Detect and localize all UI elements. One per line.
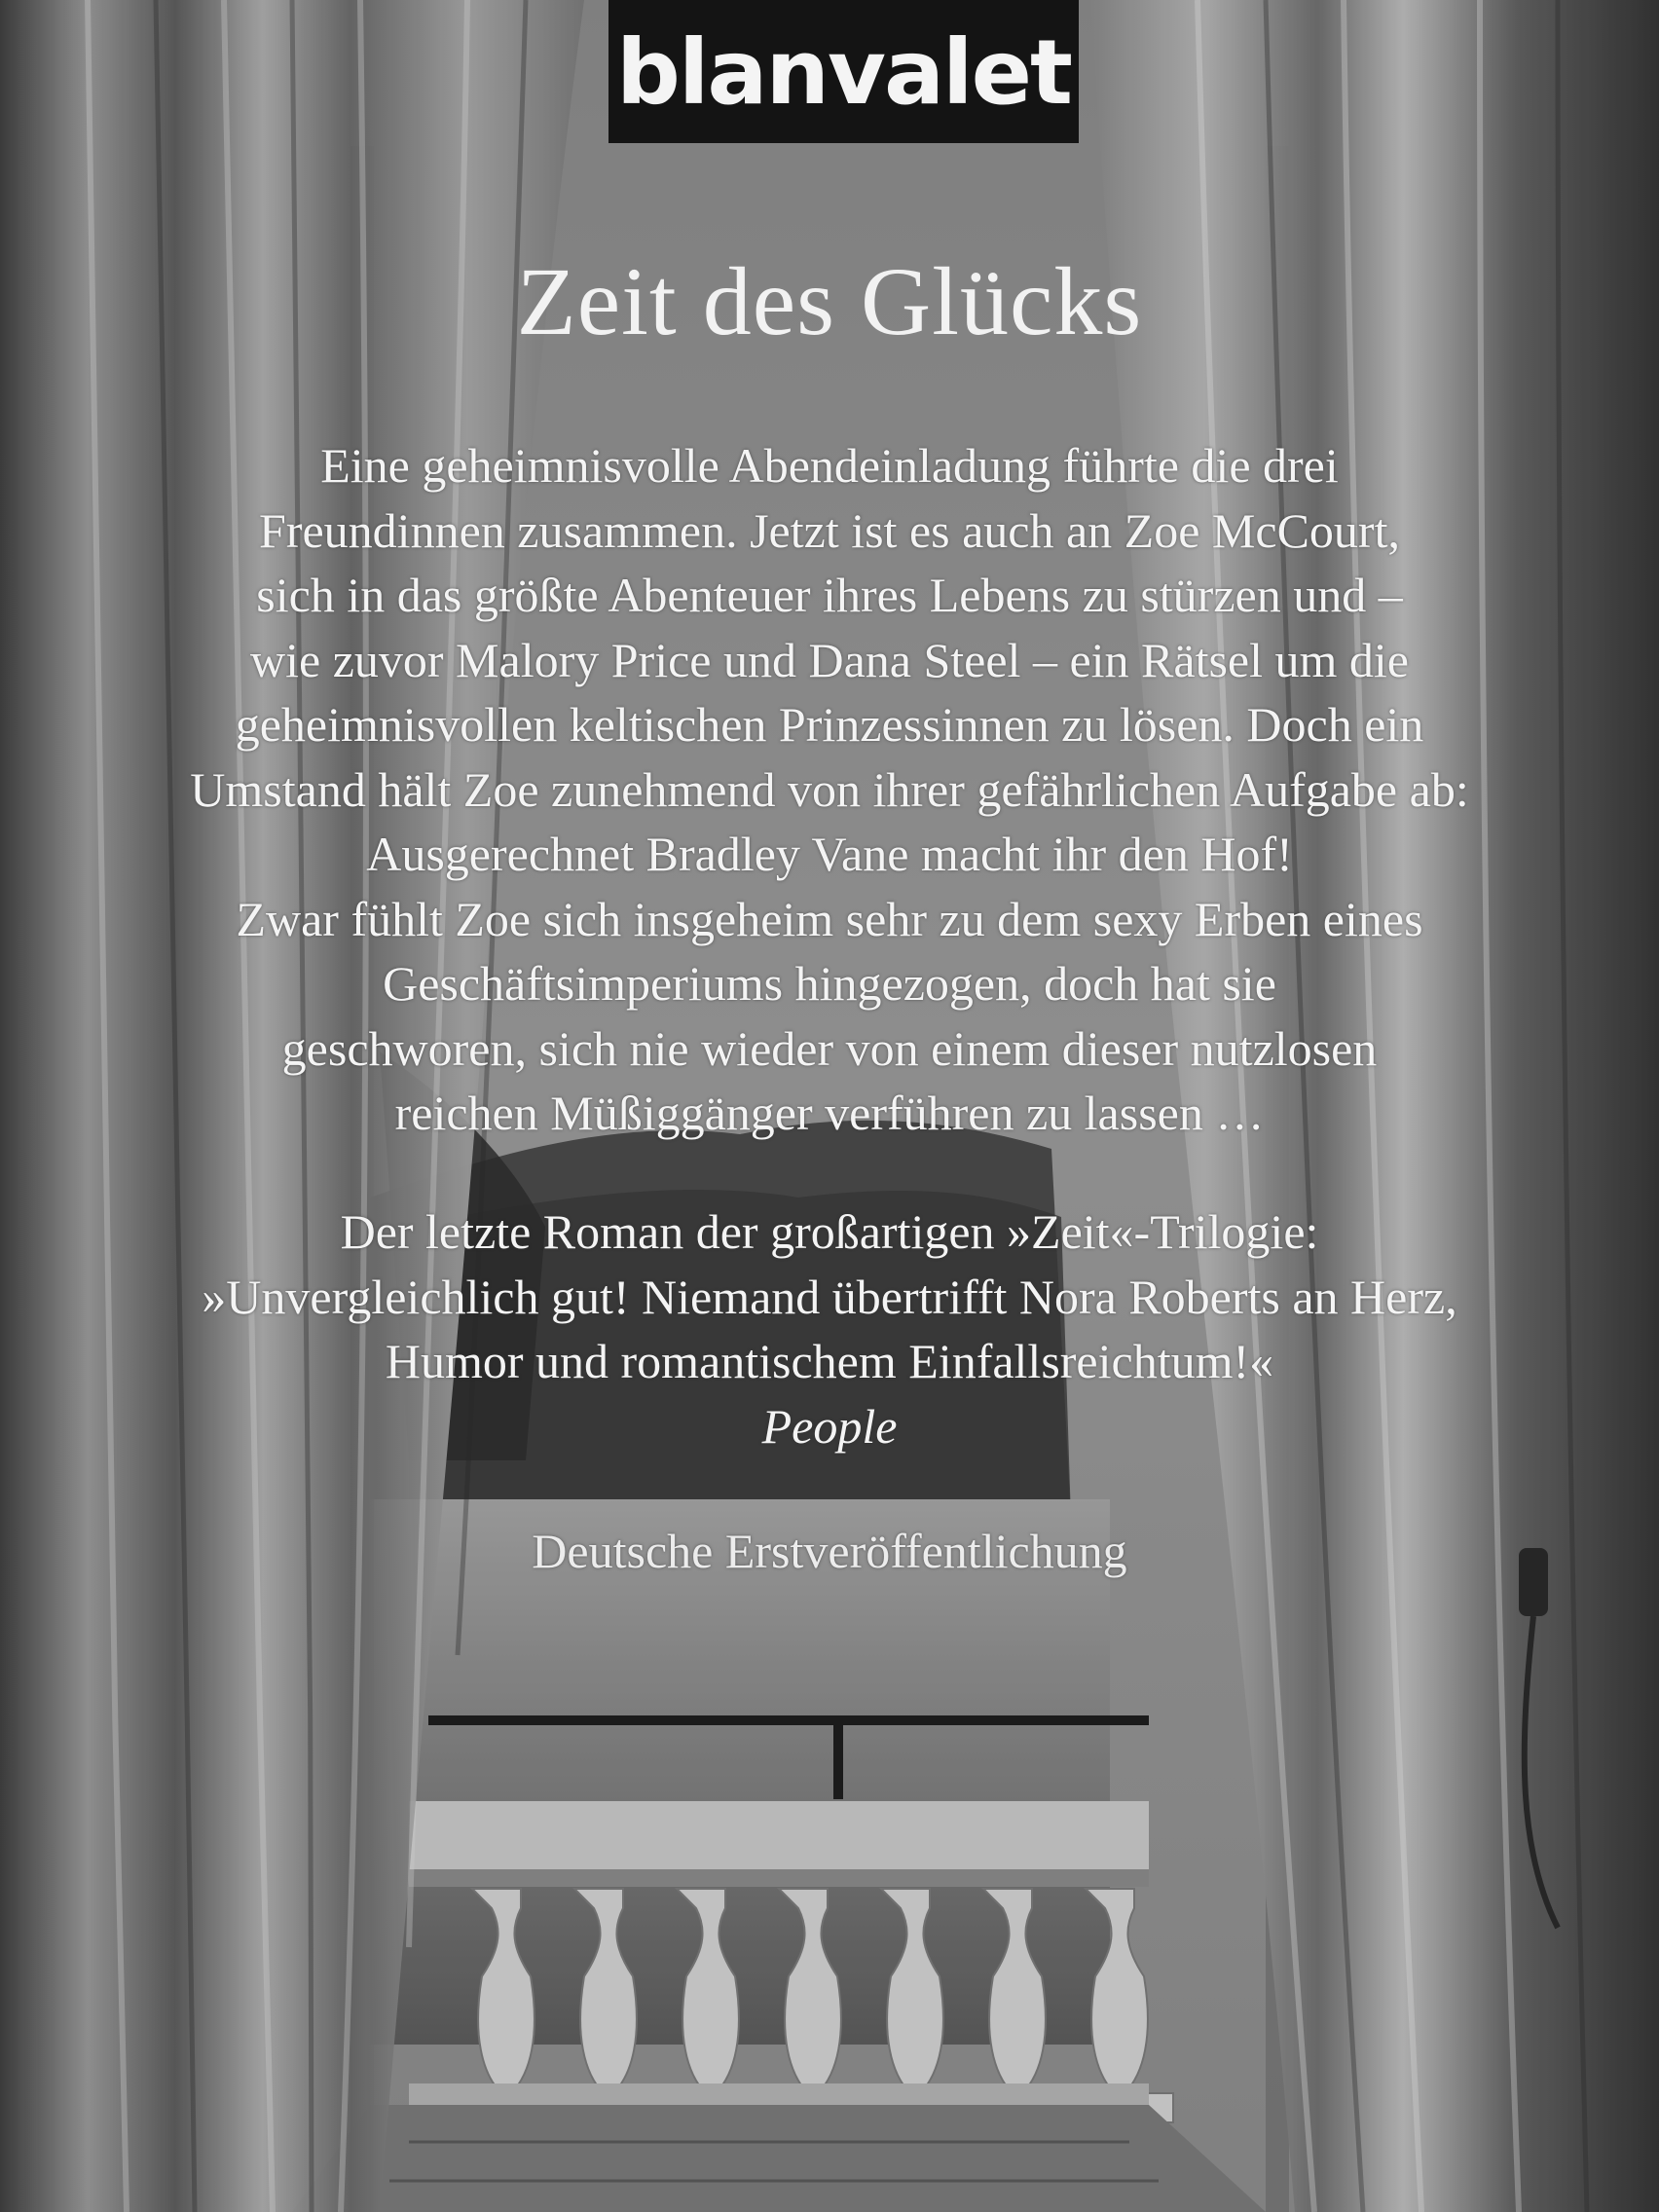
blurb-line: sich in das größte Abenteuer ihres Lebens zu stürzen und – [256,568,1403,622]
review-line: »Unvergleichlich gut! Niemand übertrifft Nora Roberts an Herz, [202,1269,1457,1324]
blurb-line: wie zuvor Malory Price und Dana Steel – ein Rätsel um die [250,632,1409,687]
review-source: People [761,1398,898,1454]
review-line: Der letzte Roman der großartigen »Zeit«-Trilogie: [340,1204,1319,1259]
blurb-line: Umstand hält Zoe zunehmend von ihrer gefährlichen Aufgabe ab: [190,761,1469,817]
blurb-line: reichen Müßiggänger verführen zu lassen … [394,1086,1265,1140]
publisher-logo: blanvalet [608,0,1079,143]
blurb-text [39,433,1620,1146]
blurb-line: geschworen, sich nie wieder von einem dieser nutzlosen [281,1020,1378,1076]
blurb-line: Zwar fühlt Zoe sich insgeheim sehr zu dem sexy Erben eines [236,891,1423,946]
book-title: Zeit des Glücks [516,247,1143,355]
blurb-line: Geschäftsimperiums hingezogen, doch hat sie [383,956,1276,1011]
blurb-line: Freundinnen zusammen. Jetzt ist es auch an Zoe McCourt, [259,502,1400,558]
blurb-line: Ausgerechnet Bradley Vane macht ihr den Hof! [366,827,1293,881]
review-quote [39,1199,1620,1458]
review-line: Humor und romantischem Einfallsreichtum!« [385,1334,1274,1388]
blurb-line: geheimnisvollen keltischen Prinzessinnen zu lösen. Doch ein [235,697,1424,752]
edition-note: Deutsche Erstveröffentlichung [532,1524,1127,1578]
blurb-line: Eine geheimnisvolle Abendeinladung führte die drei [320,438,1339,493]
